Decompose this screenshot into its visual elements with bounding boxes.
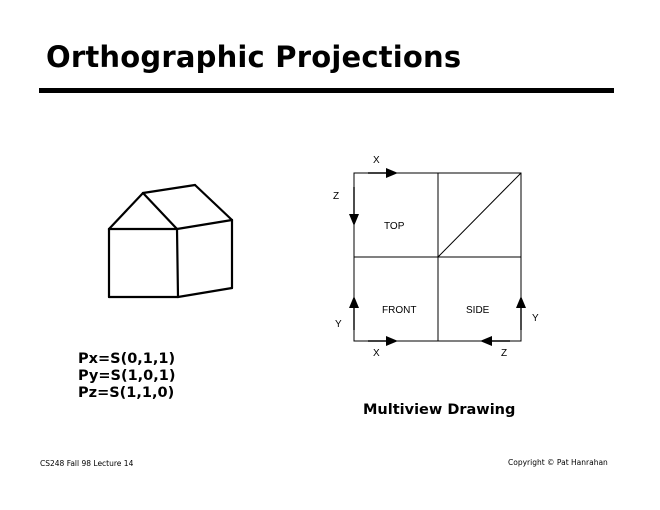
side-z-arrowhead [480, 336, 492, 346]
house-ridge-line [143, 185, 195, 193]
multiview-grid [354, 173, 521, 341]
house-front-right-edge [177, 229, 178, 297]
side-z-axis-label: Z [501, 348, 508, 359]
top-z-arrowhead [349, 214, 359, 226]
front-x-arrowhead [386, 336, 398, 346]
equation-px: Px=S(0,1,1) [78, 351, 176, 367]
house-sketch [109, 185, 232, 297]
side-y-axis-label: Y [532, 313, 539, 324]
house-roof-back-slope [195, 185, 232, 220]
projection-equations [78, 351, 175, 402]
footer-course-info: CS248 Fall 98 Lecture 14 [40, 459, 134, 468]
top-z-axis-label: Z [333, 191, 340, 202]
slide-title: Orthographic Projections [46, 40, 462, 74]
top-x-axis-label: X [373, 155, 380, 166]
house-gable-right [143, 193, 177, 229]
multiview-caption: Multiview Drawing [363, 402, 516, 418]
house-eave-line [177, 220, 232, 229]
front-x-axis-label: X [373, 348, 380, 359]
top-view-label: TOP [384, 221, 405, 232]
footer-copyright: Copyright © Pat Hanrahan [508, 458, 608, 467]
top-x-arrowhead [386, 168, 398, 178]
equation-py: Py=S(1,0,1) [78, 368, 176, 384]
multiview-diagonal-line [438, 173, 521, 257]
front-y-arrowhead [349, 296, 359, 308]
front-y-axis-label: Y [335, 319, 342, 330]
side-view-label: SIDE [466, 305, 490, 316]
house-gable-left [109, 193, 143, 229]
house-side-bottom-edge [178, 288, 232, 297]
equation-pz: Pz=S(1,1,0) [78, 385, 175, 401]
front-view-label: FRONT [382, 305, 417, 316]
side-y-arrowhead [516, 296, 526, 308]
